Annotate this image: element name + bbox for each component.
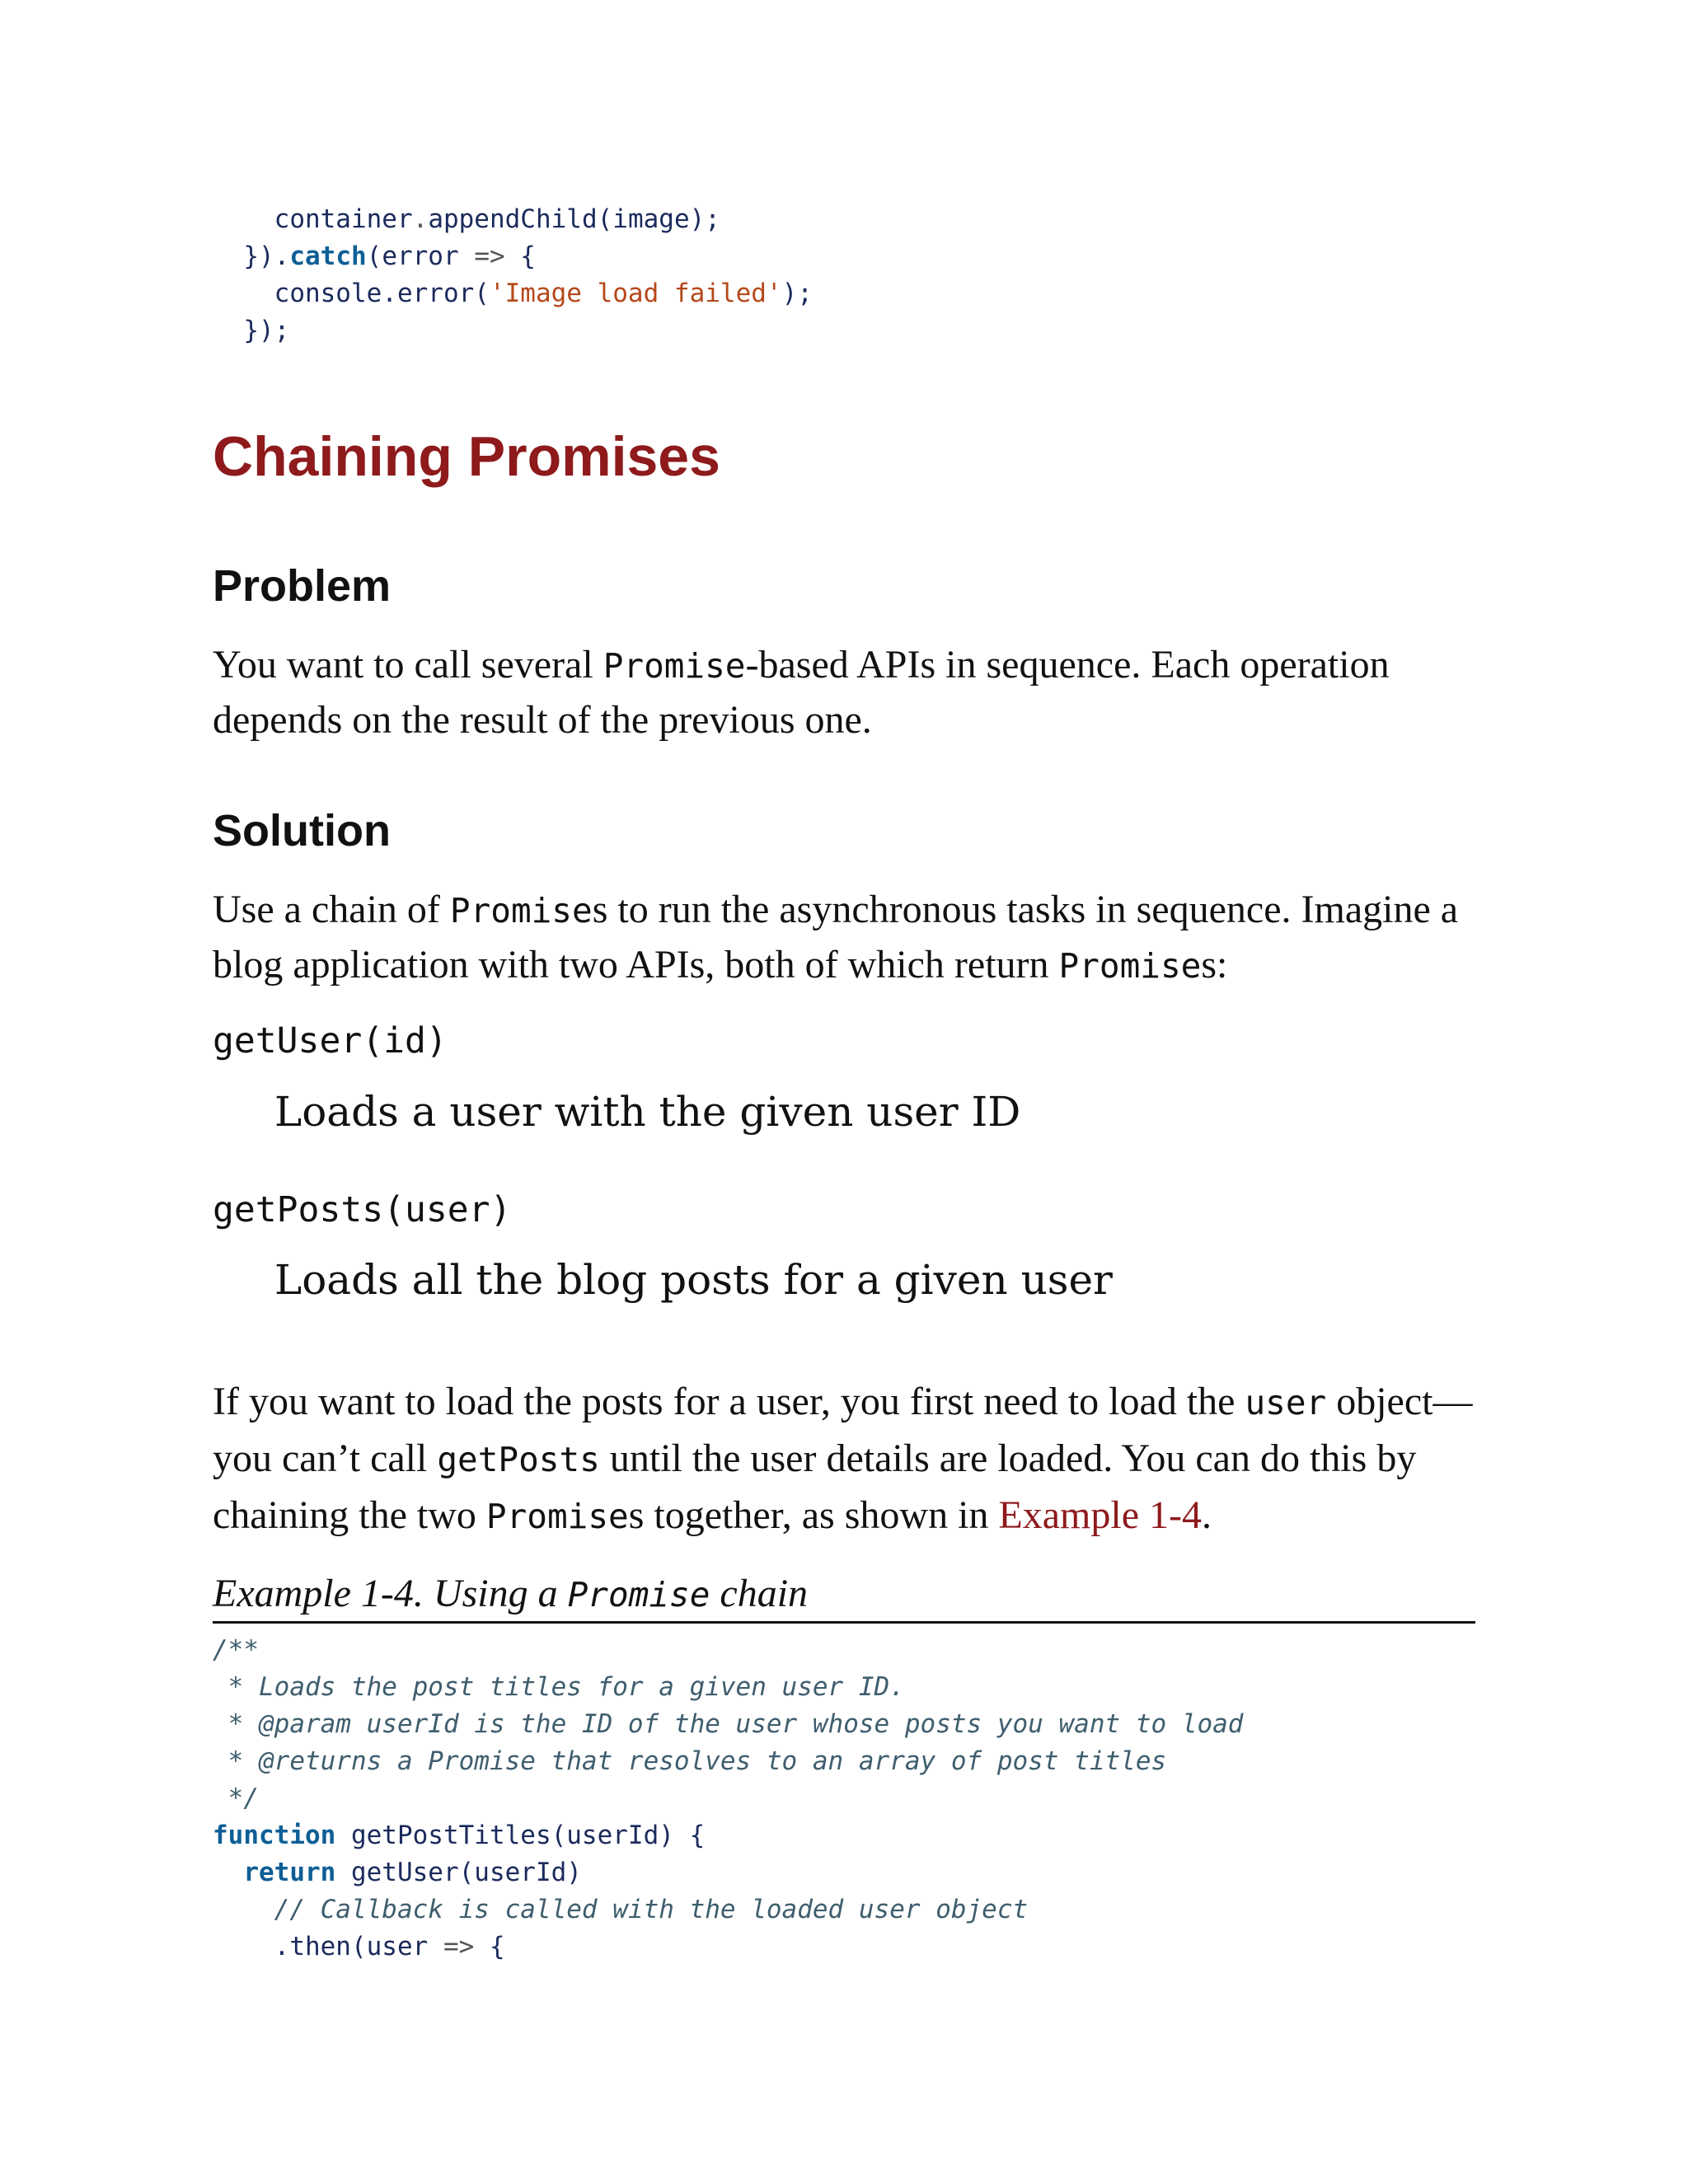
explanation-paragraph bbox=[213, 1374, 1482, 1544]
code-comment: * @returns a Promise that resolves to an array of post titles bbox=[213, 1746, 1167, 1776]
text-run: chain bbox=[710, 1572, 809, 1615]
text-run: . bbox=[1202, 1493, 1212, 1537]
code-string: 'Image load failed' bbox=[489, 279, 782, 308]
inline-code: Promise bbox=[567, 1575, 710, 1615]
text-run: s: bbox=[1201, 943, 1228, 987]
definition-description: Loads all the blog posts for a given user bbox=[274, 1256, 1113, 1304]
inline-code: getPosts bbox=[437, 1440, 600, 1479]
code-keyword: catch bbox=[289, 241, 367, 271]
example-link[interactable]: Example 1-4 bbox=[998, 1493, 1202, 1537]
code-comment: * @param userId is the ID of the user whose posts you want to load bbox=[213, 1709, 1244, 1739]
code-keyword: return bbox=[243, 1858, 336, 1887]
text-run: Use a chain of bbox=[213, 888, 450, 931]
text-run: until the user details are loaded. You can do this by chaining the two bbox=[213, 1436, 1417, 1537]
code-token: }); bbox=[243, 316, 290, 345]
text-run: s to run the asynchronous tasks in sequence. Imagine a blog application with two APIs, both of which return bbox=[213, 888, 1459, 987]
code-token: container bbox=[274, 204, 413, 234]
code-comment: // Callback is called with the loaded user object bbox=[274, 1895, 1029, 1924]
code-token: (error bbox=[366, 241, 475, 271]
code-operator: => bbox=[474, 241, 505, 271]
text-run: object—you can’t call bbox=[213, 1380, 1473, 1480]
code-operator: => bbox=[443, 1932, 475, 1961]
definition-term: getPosts(user) bbox=[213, 1189, 512, 1230]
example-caption bbox=[213, 1571, 1475, 1624]
code-comment: */ bbox=[213, 1783, 259, 1813]
problem-paragraph bbox=[213, 638, 1482, 748]
code-token: { bbox=[474, 1932, 505, 1961]
code-comment: * Loads the post titles for a given user ID. bbox=[213, 1672, 905, 1702]
solution-paragraph bbox=[213, 883, 1482, 993]
text-run: -based APIs in sequence. Each operation depends on the result of the previous one. bbox=[213, 643, 1390, 742]
definition-term: getUser(id) bbox=[213, 1020, 448, 1062]
example-code-block bbox=[213, 1632, 1243, 1966]
text-run: You want to call several bbox=[213, 643, 603, 687]
code-token: { bbox=[504, 241, 536, 271]
inline-code: Promise bbox=[1058, 946, 1202, 986]
code-token: console.error( bbox=[274, 279, 490, 308]
top-code-block bbox=[213, 201, 813, 349]
code-token: ); bbox=[781, 279, 813, 308]
code-comment: /** bbox=[213, 1635, 259, 1665]
code-token: }). bbox=[243, 241, 290, 271]
code-token: appendChild bbox=[428, 204, 598, 234]
definition-description: Loads a user with the given user ID bbox=[274, 1088, 1021, 1136]
inline-code: user bbox=[1245, 1383, 1327, 1422]
code-token: (image); bbox=[597, 204, 720, 234]
solution-heading: Solution bbox=[213, 806, 391, 855]
text-run: s together, as shown in bbox=[628, 1493, 999, 1537]
text-run: If you want to load the posts for a user, you first need to load the bbox=[213, 1380, 1245, 1423]
problem-heading: Problem bbox=[213, 561, 392, 611]
code-token: getUser(userId) bbox=[335, 1858, 582, 1887]
code-token: .then(user bbox=[274, 1932, 443, 1961]
text-run: Example 1-4. Using a bbox=[213, 1572, 568, 1615]
code-keyword: function bbox=[213, 1821, 336, 1850]
inline-code: Promise bbox=[485, 1497, 629, 1536]
code-token: . bbox=[412, 204, 429, 234]
code-token: getPostTitles(userId) { bbox=[335, 1821, 706, 1850]
inline-code: Promise bbox=[603, 646, 746, 686]
section-title: Chaining Promises bbox=[213, 425, 720, 488]
inline-code: Promise bbox=[449, 891, 593, 930]
